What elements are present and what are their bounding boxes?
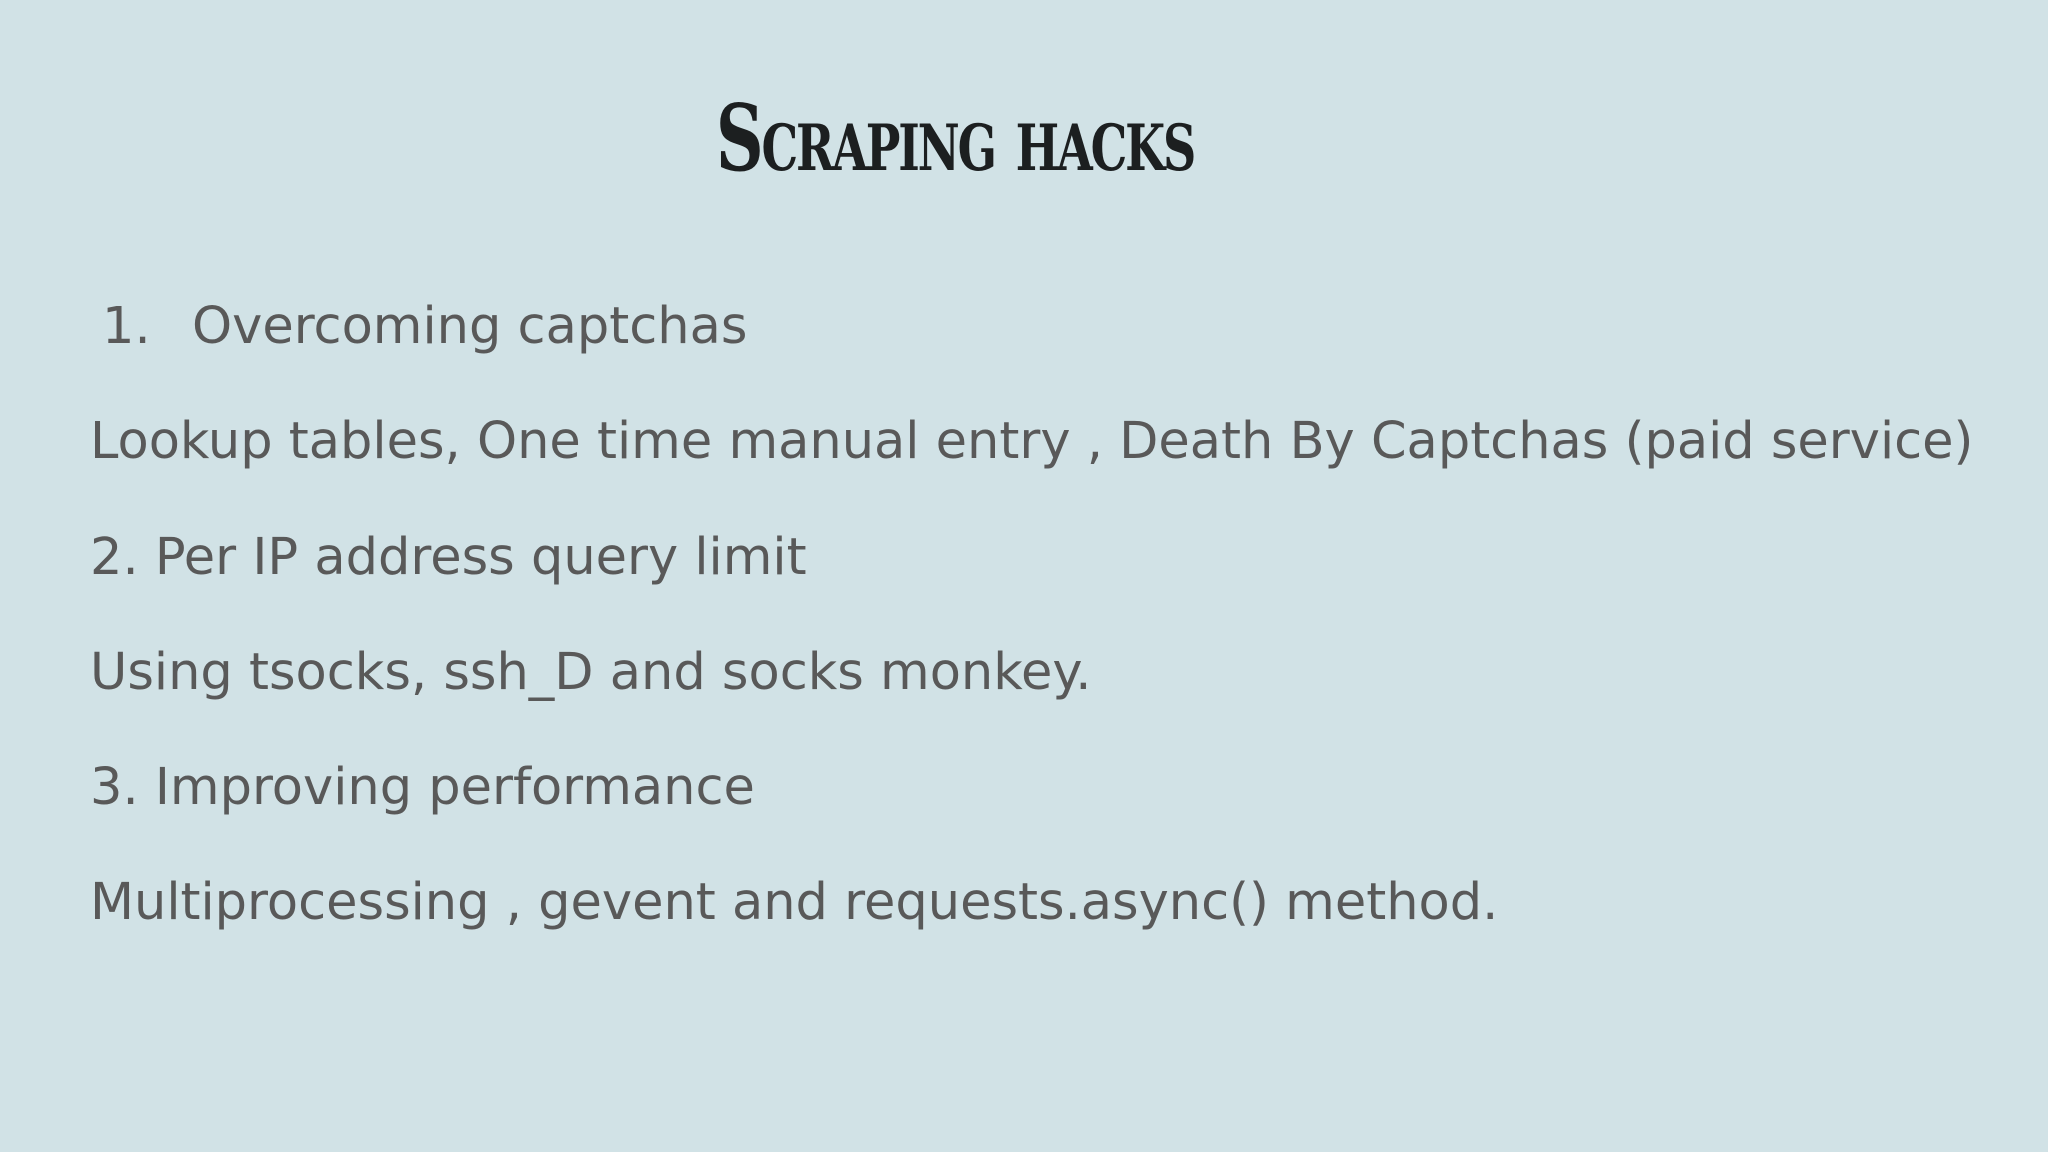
list-item-ip-query-limit: 2. Per IP address query limit [90, 528, 807, 587]
list-item-overcoming-captchas [102, 297, 747, 357]
list-item-improving-performance: 3. Improving performance [90, 758, 755, 817]
list-item-text: Overcoming captchas [192, 297, 748, 356]
list-number: 1. [102, 297, 151, 356]
ip-limit-solutions-text: Using tsocks, ssh_D and socks monkey. [90, 643, 1092, 702]
performance-solutions-text: Multiprocessing , gevent and requests.async() method. [90, 873, 1499, 932]
captcha-solutions-text: Lookup tables, One time manual entry , Death By Captchas (paid service) [90, 412, 1974, 471]
slide-title: Scraping hacks [715, 84, 1195, 192]
